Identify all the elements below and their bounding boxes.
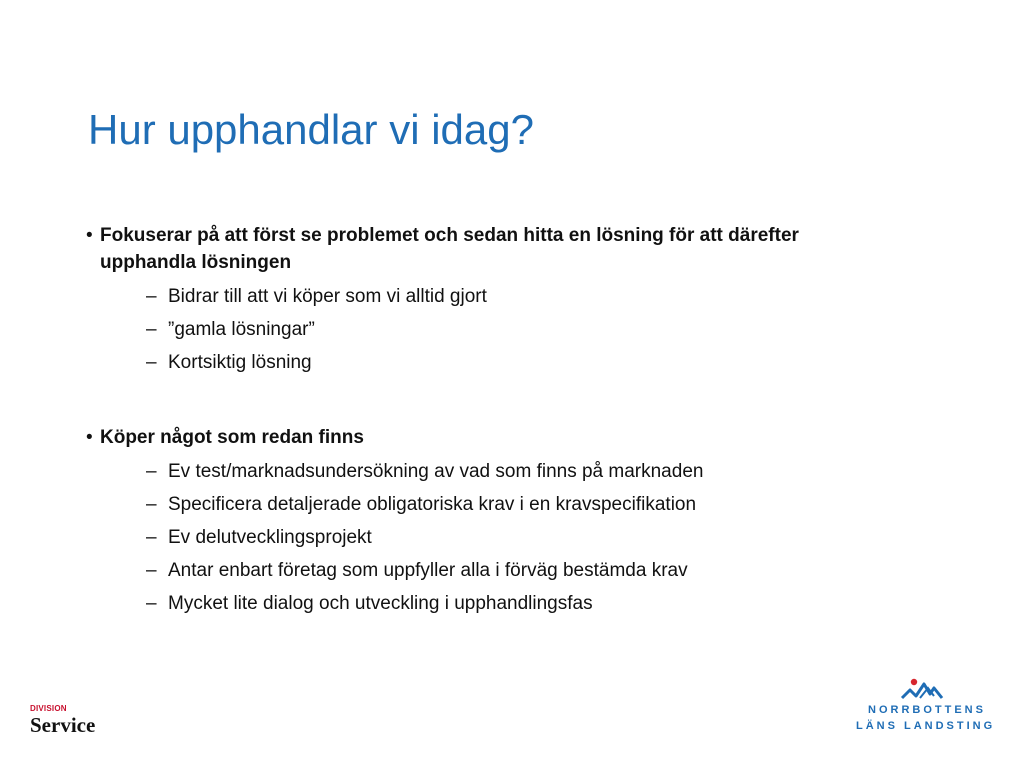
bullet-item bbox=[86, 222, 886, 276]
dash-marker: – bbox=[146, 527, 157, 548]
sub-item bbox=[86, 313, 886, 346]
bullet-dot: • bbox=[86, 225, 93, 246]
mountain-logo-icon bbox=[900, 676, 948, 702]
dash-marker: – bbox=[146, 286, 157, 307]
dash-marker: – bbox=[146, 461, 157, 482]
division-label bbox=[30, 704, 95, 736]
bullet-text: Köper något som redan finns bbox=[100, 427, 364, 448]
sub-list bbox=[86, 280, 886, 379]
slide-content bbox=[86, 222, 886, 620]
logo-text-line2: LÄNS LANDSTING bbox=[856, 720, 996, 732]
dash-marker: – bbox=[146, 352, 157, 373]
slide-title: Hur upphandlar vi idag? bbox=[88, 106, 534, 153]
sub-item bbox=[86, 521, 886, 554]
sub-item bbox=[86, 554, 886, 587]
sub-item-text: Kortsiktig lösning bbox=[168, 352, 312, 373]
sub-item-text: Mycket lite dialog och utveckling i upphandlingsfas bbox=[168, 593, 593, 614]
bullet-group-1 bbox=[86, 222, 886, 379]
sub-item bbox=[86, 488, 886, 521]
sub-item-text: Ev delutvecklingsprojekt bbox=[168, 527, 372, 548]
sub-item-text: Ev test/marknadsundersökning av vad som finns på marknaden bbox=[168, 461, 704, 482]
sub-item-text: ”gamla lösningar” bbox=[168, 319, 315, 340]
bullet-group-2 bbox=[86, 424, 886, 620]
norrbottens-logo bbox=[852, 676, 998, 740]
sub-item bbox=[86, 587, 886, 620]
sub-item bbox=[86, 346, 886, 379]
dash-marker: – bbox=[146, 494, 157, 515]
sub-item bbox=[86, 280, 886, 313]
sub-item bbox=[86, 455, 886, 488]
division-caption: DIVISION bbox=[30, 704, 67, 713]
division-name: Service bbox=[30, 713, 96, 737]
bullet-dot: • bbox=[86, 427, 93, 448]
logo-dot-icon bbox=[911, 679, 917, 685]
sub-item-text: Antar enbart företag som uppfyller alla i förväg bestämda krav bbox=[168, 560, 688, 581]
dash-marker: – bbox=[146, 593, 157, 614]
bullet-text: Fokuserar på att först se problemet och sedan hitta en lösning för att därefter upphandla lösningen bbox=[100, 225, 799, 273]
bullet-item bbox=[86, 424, 886, 451]
sub-list bbox=[86, 455, 886, 620]
logo-text-line1: NORRBOTTENS bbox=[868, 704, 986, 716]
sub-item-text: Specificera detaljerade obligatoriska krav i en kravspecifikation bbox=[168, 494, 697, 515]
dash-marker: – bbox=[146, 560, 157, 581]
dash-marker: – bbox=[146, 319, 157, 340]
sub-item-text: Bidrar till att vi köper som vi alltid gjort bbox=[168, 286, 487, 307]
